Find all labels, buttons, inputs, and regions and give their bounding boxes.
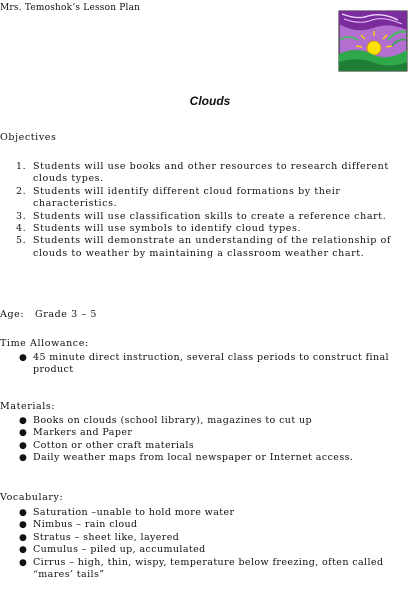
item-text: 45 minute direct instruction, several class periods to construct final product (33, 352, 389, 376)
bullet-icon: ● (19, 353, 28, 363)
item-text: Nimbus – rain cloud (33, 519, 138, 531)
item-number: 1. (16, 161, 27, 172)
list-item (0, 519, 410, 531)
teacher-header: Mrs. Temoshok’s Lesson Plan (0, 3, 141, 13)
item-text: Books on clouds (school library), magazines to cut up (33, 415, 312, 426)
bullet-icon: ● (19, 440, 28, 451)
item-text: Daily weather maps from local newspaper or Internet access. (33, 452, 354, 464)
list-item (0, 211, 400, 223)
item-text: Cumulus – piled up, accumulated (33, 544, 206, 556)
list-item (0, 440, 410, 452)
time-allowance-heading: Time Allowance: (0, 338, 89, 349)
bullet-icon: ● (19, 428, 28, 439)
bullet-icon: ● (19, 532, 28, 543)
item-text: Stratus – sheet like, layered (33, 531, 180, 543)
item-text: Saturation –unable to hold more water (33, 507, 235, 518)
page-title: Clouds (189, 94, 231, 108)
bullet-icon: ● (19, 557, 28, 568)
list-item (0, 415, 410, 427)
item-text: Cirrus – high, thin, wispy, temperature below freezing, often called “mares’ tails” (33, 556, 384, 581)
list-item (0, 532, 410, 544)
item-number: 2. (16, 185, 27, 197)
item-number: 5. (16, 235, 27, 247)
list-item (0, 235, 400, 260)
item-text: Cotton or other craft materials (33, 439, 195, 451)
materials-heading: Materials: (0, 401, 56, 412)
item-text: Students will use symbols to identify cloud types. (33, 223, 302, 235)
item-text: Students will use books and other resources to research different clouds types. (33, 161, 389, 185)
age-value: Grade 3 – 5 (35, 309, 98, 320)
list-item (0, 223, 400, 235)
list-item (0, 352, 410, 377)
bullet-icon: ● (19, 453, 28, 464)
bullet-icon: ● (19, 545, 28, 556)
age-label: Age: (0, 309, 25, 320)
sun-over-hills-clipart-icon (338, 10, 408, 72)
bullet-icon: ● (19, 416, 28, 426)
objectives-heading: Objectives (0, 132, 57, 143)
vocabulary-heading: Vocabulary: (0, 492, 64, 503)
list-item (0, 161, 400, 186)
list-item (0, 544, 410, 556)
list-item (0, 557, 410, 582)
time-allowance-list (0, 352, 410, 377)
materials-list (0, 415, 410, 465)
age-field (0, 309, 97, 320)
list-item (0, 507, 410, 519)
item-number: 3. (16, 210, 27, 222)
item-number: 4. (16, 223, 27, 235)
list-item (0, 452, 410, 464)
bullet-icon: ● (19, 520, 28, 531)
list-item (0, 427, 410, 439)
list-item (0, 186, 400, 211)
objectives-list (0, 161, 400, 260)
item-text: Markers and Paper (33, 427, 133, 439)
bullet-icon: ● (19, 508, 28, 518)
item-text: Students will use classification skills to create a reference chart. (33, 210, 387, 222)
item-text: Students will demonstrate an understanding of the relationship of clouds to weather by maintaining a classroom weather chart. (33, 235, 392, 259)
item-text: Students will identify different cloud formations by their characteristics. (33, 185, 341, 210)
vocabulary-list (0, 507, 410, 581)
